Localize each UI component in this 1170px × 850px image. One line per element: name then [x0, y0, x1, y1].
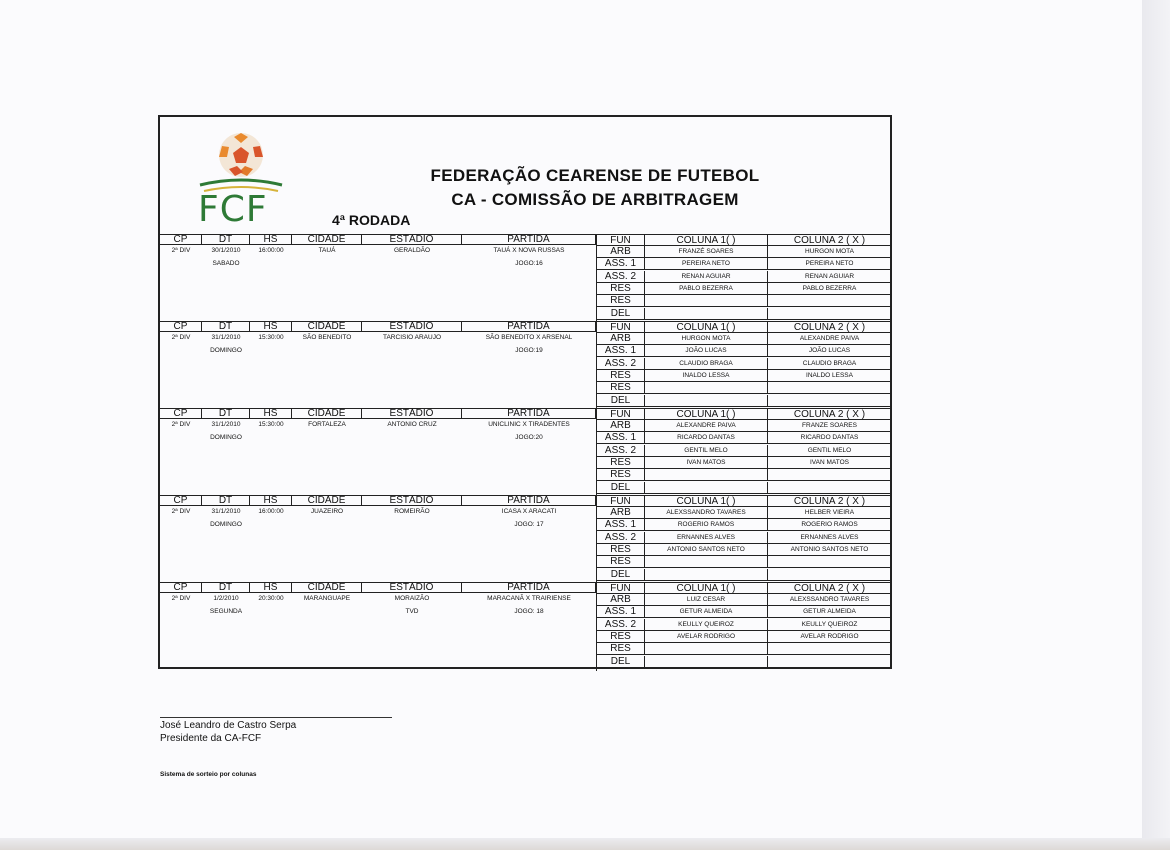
match-weekday: SABADO	[212, 260, 240, 267]
official-col2	[768, 382, 891, 393]
column-header-hs: HS	[250, 496, 292, 506]
official-col1	[645, 569, 768, 580]
role-label: ASS. 1	[597, 345, 645, 356]
column-header-col1: COLUNA 1( )	[645, 322, 768, 333]
official-col2	[768, 482, 891, 493]
match-date: 31/1/2010	[211, 508, 241, 515]
column-header-cp: CP	[160, 322, 202, 332]
official-col1: RENAN AGUIAR	[645, 271, 768, 282]
official-col1: HURGON MOTA	[645, 333, 768, 344]
official-col1	[645, 482, 768, 493]
official-col2	[768, 469, 891, 480]
column-header-col1: COLUNA 1( )	[645, 496, 768, 507]
officials-grid	[596, 235, 891, 323]
official-row	[597, 382, 891, 394]
official-col2: PABLO BEZERRA	[802, 284, 857, 292]
official-col2: ALEXANDRE PAIVA	[799, 335, 860, 342]
official-row	[597, 271, 891, 283]
match-stadium: ANTONIO CRUZ	[387, 421, 437, 428]
column-header-col1: COLUNA 1( )	[645, 235, 768, 246]
official-col1	[645, 643, 768, 654]
column-header-hs: HS	[250, 322, 292, 332]
official-row	[597, 544, 891, 556]
official-row	[597, 345, 891, 357]
role-label: RES	[597, 643, 645, 654]
official-col2: ROGERIO RAMOS	[801, 521, 858, 529]
official-row	[597, 594, 891, 606]
logo-text: FCF	[198, 189, 268, 230]
official-row	[597, 507, 891, 519]
official-col1	[645, 556, 768, 567]
signature-line	[160, 717, 392, 718]
official-col2: PEREIRA NETO	[805, 260, 854, 268]
match-cp: 2ª DIV	[171, 247, 191, 254]
column-header-fun: FUN	[597, 235, 645, 246]
official-col2: JOÃO LUCAS	[808, 347, 851, 355]
official-col1: CLAUDIO BRAGA	[645, 358, 768, 369]
role-label: RES	[597, 556, 645, 567]
role-label: ASS. 2	[597, 358, 645, 369]
official-col1: PEREIRA NETO	[645, 258, 768, 269]
match-city: MARANGUAPE	[303, 595, 351, 602]
match-weekday: DOMINGO	[210, 347, 242, 354]
official-row	[597, 246, 891, 258]
org-title: FEDERAÇÃO CEARENSE DE FUTEBOL	[430, 166, 760, 185]
role-label: DEL	[597, 395, 645, 406]
official-col2: GETUR ALMEIDA	[803, 608, 856, 616]
role-label: RES	[597, 370, 645, 381]
official-col1: GETUR ALMEIDA	[645, 606, 768, 617]
org-subtitle: CA - COMISSÃO DE ARBITRAGEM	[451, 190, 739, 209]
official-col2	[768, 569, 891, 580]
official-row	[597, 258, 891, 270]
official-row	[597, 358, 891, 370]
match-time: 15:30:00	[258, 334, 284, 341]
official-col1: ERNANNES ALVES	[645, 532, 768, 543]
column-header-col2: COLUNA 2 ( X )	[793, 235, 866, 246]
match-stadium: GERALDÃO	[393, 247, 431, 254]
match-time: 16:00:00	[258, 247, 284, 254]
official-col1: ALEXANDRE PAIVA	[645, 420, 768, 431]
column-header-hs: HS	[250, 235, 292, 245]
match-block	[160, 495, 890, 584]
column-header-estadio: ESTÁDIO	[362, 496, 462, 506]
column-header-col2: COLUNA 2 ( X )	[793, 583, 866, 594]
match-match: UNICLINIC X TIRADENTES	[488, 421, 570, 428]
role-label: ARB	[597, 420, 645, 431]
official-col2: HURGON MOTA	[805, 248, 854, 255]
official-col1: IVAN MATOS	[645, 457, 768, 468]
signature-name: José Leandro de Castro Serpa	[160, 720, 297, 731]
column-header-cp: CP	[160, 409, 202, 419]
column-header-partida: PARTIDA	[462, 583, 596, 593]
official-col2	[768, 643, 891, 654]
column-header-partida: PARTIDA	[462, 235, 596, 245]
role-label: RES	[597, 283, 645, 294]
column-header-dt: DT	[202, 583, 250, 593]
column-header-fun: FUN	[597, 583, 645, 594]
official-col2: CLAUDIO BRAGA	[802, 359, 857, 367]
official-row	[597, 308, 891, 320]
match-cp: 2ª DIV	[171, 595, 191, 602]
match-game: JOGO: 18	[514, 608, 544, 615]
official-col1: KEULLY QUEIROZ	[645, 619, 768, 630]
role-label: ARB	[597, 594, 645, 605]
match-match: ICASA X ARACATI	[501, 508, 557, 515]
role-label: ASS. 2	[597, 532, 645, 543]
officials-header-row	[597, 322, 891, 333]
official-col1: JOÃO LUCAS	[645, 345, 768, 356]
officials-header-row	[597, 235, 891, 246]
role-label: ASS. 1	[597, 258, 645, 269]
column-header-estadio: ESTÁDIO	[362, 322, 462, 332]
match-time: 16:00:00	[258, 508, 284, 515]
column-header-fun: FUN	[597, 322, 645, 333]
role-label: ASS. 2	[597, 445, 645, 456]
match-city: SÃO BENEDITO	[302, 334, 352, 341]
match-match: TAUÁ X NOVA RUSSAS	[493, 247, 565, 254]
official-col2: INALDO LESSA	[806, 371, 853, 379]
official-col1: AVELAR RODRIGO	[645, 631, 768, 642]
officials-grid	[596, 409, 891, 497]
role-label: RES	[597, 544, 645, 555]
official-col1	[645, 656, 768, 667]
official-col2	[768, 295, 891, 306]
column-header-col1: COLUNA 1( )	[645, 583, 768, 594]
column-header-col2: COLUNA 2 ( X )	[793, 496, 866, 507]
column-header-partida: PARTIDA	[462, 496, 596, 506]
signature-role: Presidente da CA-FCF	[160, 733, 262, 744]
official-row	[597, 643, 891, 655]
role-label: ARB	[597, 507, 645, 518]
role-label: RES	[597, 457, 645, 468]
official-row	[597, 556, 891, 568]
role-label: DEL	[597, 482, 645, 493]
official-row	[597, 445, 891, 457]
official-col1	[645, 395, 768, 406]
official-col1: INALDO LESSA	[645, 370, 768, 381]
match-date: 30/1/2010	[211, 247, 241, 254]
official-col2: FRANZE SOARES	[802, 422, 857, 429]
column-header-dt: DT	[202, 409, 250, 419]
official-col1	[645, 308, 768, 319]
column-header-col2: COLUNA 2 ( X )	[793, 409, 866, 420]
official-col2: ERNANNES ALVES	[800, 533, 859, 541]
official-row	[597, 631, 891, 643]
column-header-cidade: CIDADE	[292, 583, 362, 593]
column-header-dt: DT	[202, 496, 250, 506]
column-header-dt: DT	[202, 322, 250, 332]
official-col1: LUIZ CESAR	[645, 594, 768, 605]
role-label: DEL	[597, 569, 645, 580]
official-row	[597, 606, 891, 618]
official-col2	[768, 656, 891, 667]
match-date: 1/2/2010	[213, 595, 239, 602]
match-date: 31/1/2010	[211, 334, 241, 341]
role-label: ARB	[597, 246, 645, 257]
match-cp: 2ª DIV	[171, 508, 191, 515]
column-header-cidade: CIDADE	[292, 409, 362, 419]
column-header-partida: PARTIDA	[462, 322, 596, 332]
column-header-cp: CP	[160, 496, 202, 506]
match-city: FORTALEZA	[308, 421, 346, 428]
page-edge	[1142, 0, 1170, 850]
match-block	[160, 234, 890, 323]
role-label: ASS. 1	[597, 606, 645, 617]
role-label: RES	[597, 631, 645, 642]
column-header-dt: DT	[202, 235, 250, 245]
official-row	[597, 370, 891, 382]
column-header-cp: CP	[160, 235, 202, 245]
official-row	[597, 283, 891, 295]
footnote: Sistema de sorteio por colunas	[160, 771, 257, 778]
role-label: ASS. 2	[597, 271, 645, 282]
official-row	[597, 395, 891, 407]
column-header-col2: COLUNA 2 ( X )	[793, 322, 866, 333]
column-header-hs: HS	[250, 409, 292, 419]
official-col1: FRANZÉ SOARES	[645, 246, 768, 257]
column-header-fun: FUN	[597, 409, 645, 420]
official-col2: ALEXSSANDRO TAVARES	[789, 596, 870, 603]
match-game: JOGO:19	[515, 347, 543, 354]
official-row	[597, 457, 891, 469]
match-stadium: MORAIZÃO	[394, 595, 430, 602]
official-col2: IVAN MATOS	[809, 458, 849, 466]
official-col1	[645, 295, 768, 306]
role-label: ASS. 1	[597, 432, 645, 443]
match-weekday: DOMINGO	[210, 434, 242, 441]
round-title: 4ª RODADA	[332, 212, 411, 228]
match-cp: 2ª DIV	[171, 334, 191, 341]
match-match: MARACANÃ X TRAIRIENSE	[487, 595, 571, 602]
match-stadium: TARCISIO ARAUJO	[382, 334, 442, 341]
official-col2: RENAN AGUIAR	[804, 272, 855, 280]
official-row	[597, 532, 891, 544]
official-col1: GENTIL MELO	[645, 445, 768, 456]
role-label: RES	[597, 382, 645, 393]
column-header-cidade: CIDADE	[292, 322, 362, 332]
column-header-fun: FUN	[597, 496, 645, 507]
officials-header-row	[597, 583, 891, 594]
official-col2	[768, 395, 891, 406]
official-col1: RICARDO DANTAS	[645, 432, 768, 443]
role-label: ASS. 1	[597, 519, 645, 530]
official-col2: KEULLY QUEIROZ	[801, 620, 858, 628]
official-col2: AVELAR RODRIGO	[800, 632, 859, 640]
column-header-estadio: ESTÁDIO	[362, 235, 462, 245]
match-stadium: ROMEIRÃO	[394, 508, 430, 515]
officials-grid	[596, 583, 891, 671]
match-date: 31/1/2010	[211, 421, 241, 428]
official-col2	[768, 556, 891, 567]
column-header-estadio: ESTÁDIO	[362, 583, 462, 593]
official-col1	[645, 382, 768, 393]
role-label: RES	[597, 469, 645, 480]
official-row	[597, 519, 891, 531]
referee-schedule-table	[158, 115, 892, 669]
column-header-partida: PARTIDA	[462, 409, 596, 419]
role-label: DEL	[597, 656, 645, 667]
column-header-col1: COLUNA 1( )	[645, 409, 768, 420]
match-weekday: SEGUNDA	[209, 608, 243, 615]
officials-grid	[596, 496, 891, 584]
role-label: ASS. 2	[597, 619, 645, 630]
match-stadium2: TVD	[405, 608, 419, 615]
match-time: 20:30:00	[258, 595, 284, 602]
match-block	[160, 408, 890, 497]
official-row	[597, 569, 891, 581]
official-row	[597, 333, 891, 345]
match-game: JOGO: 17	[514, 521, 544, 528]
officials-header-row	[597, 409, 891, 420]
official-row	[597, 619, 891, 631]
official-row	[597, 469, 891, 481]
official-col1: PABLO BEZERRA	[645, 283, 768, 294]
official-col2: GENTIL MELO	[807, 446, 852, 454]
officials-header-row	[597, 496, 891, 507]
role-label: RES	[597, 295, 645, 306]
official-col2: HELBER VIEIRA	[804, 509, 855, 516]
officials-grid	[596, 322, 891, 410]
match-time: 15:30:00	[258, 421, 284, 428]
official-row	[597, 432, 891, 444]
match-city: TAUÁ	[318, 247, 336, 254]
match-city: JUAZEIRO	[310, 508, 344, 515]
official-col1: ROGERIO RAMOS	[645, 519, 768, 530]
column-header-hs: HS	[250, 583, 292, 593]
official-col2: RICARDO DANTAS	[800, 434, 859, 442]
official-col1: ANTONIO SANTOS NETO	[645, 544, 768, 555]
role-label: DEL	[597, 308, 645, 319]
official-row	[597, 295, 891, 307]
match-weekday: DOMINGO	[210, 521, 242, 528]
column-header-cp: CP	[160, 583, 202, 593]
match-game: JOGO:20	[515, 434, 543, 441]
official-col2	[768, 308, 891, 319]
match-block	[160, 582, 890, 671]
role-label: ARB	[597, 333, 645, 344]
column-header-cidade: CIDADE	[292, 235, 362, 245]
page-bottom-edge	[0, 838, 1170, 850]
match-cp: 2ª DIV	[171, 421, 191, 428]
official-col1: ALEXSSANDRO TAVARES	[645, 507, 768, 518]
match-game: JOGO:16	[515, 260, 543, 267]
official-row	[597, 420, 891, 432]
official-row	[597, 482, 891, 494]
match-match: SÃO BENEDITO X ARSENAL	[485, 334, 573, 341]
official-col2: ANTONIO SANTOS NETO	[790, 545, 869, 553]
official-row	[597, 656, 891, 668]
match-block	[160, 321, 890, 410]
column-header-cidade: CIDADE	[292, 496, 362, 506]
official-col1	[645, 469, 768, 480]
column-header-estadio: ESTÁDIO	[362, 409, 462, 419]
